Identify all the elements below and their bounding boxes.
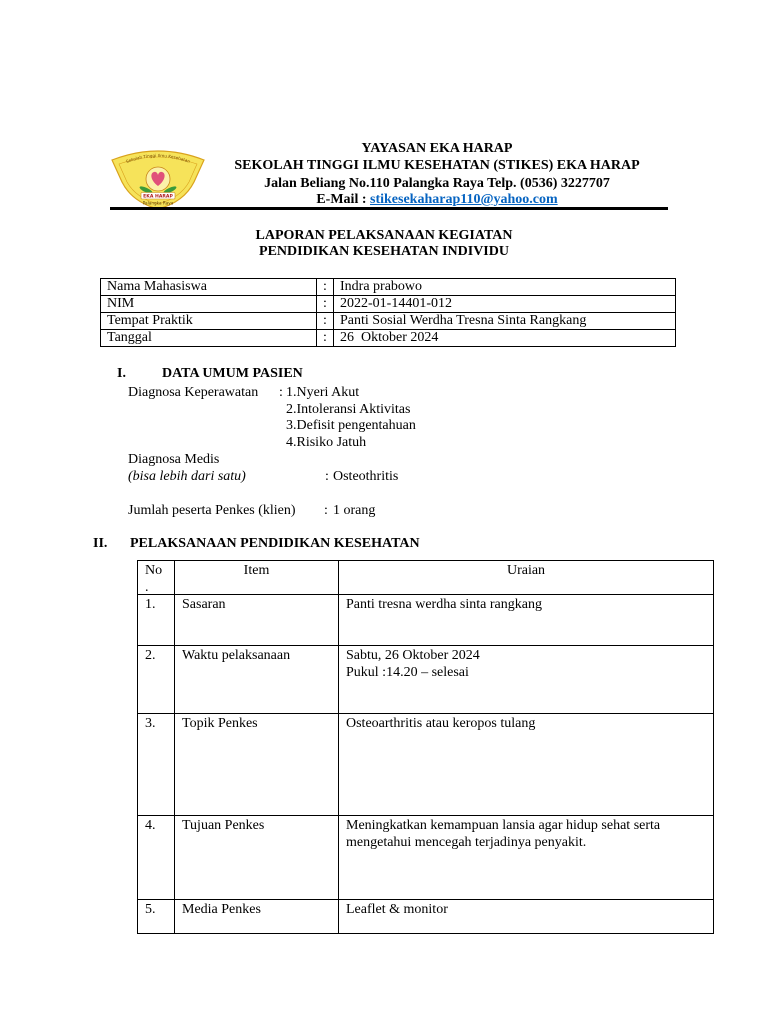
report-title-line2: PENDIDIKAN KESEHATAN INDIVIDU (259, 244, 509, 259)
institution-logo (110, 148, 206, 210)
info-label: Nama Mahasiswa (101, 279, 317, 296)
uraian-line: Panti tresna werdha sinta rangkang (346, 597, 542, 612)
row-item: Topik Penkes (175, 714, 339, 816)
row-number: 5. (138, 900, 175, 934)
email-link[interactable]: stikesekaharap110@yahoo.com (370, 192, 558, 207)
uraian-line: Meningkatkan kemampuan lansia agar hidup sehat serta (346, 818, 661, 833)
row-uraian (339, 816, 714, 900)
jumlah-peserta-value: 1 orang (333, 503, 376, 518)
diagnosa-medis-label: Diagnosa Medis (128, 452, 220, 467)
row-uraian (339, 646, 714, 714)
info-value: Panti Sosial Werdha Tresna Sinta Rangkang (334, 313, 676, 330)
section2-number: II. (93, 536, 108, 551)
uraian-line: Pukul :14.20 – selesai (346, 665, 469, 680)
section1-number: I. (117, 366, 126, 381)
institution-name: SEKOLAH TINGGI ILMU KESEHATAN (STIKES) EKA HARAP (234, 158, 640, 173)
jumlah-peserta-label: Jumlah peserta Penkes (klien) (128, 503, 296, 518)
diagnosa-keperawatan-item: 4.Risiko Jatuh (286, 435, 367, 450)
diagnosa-keperawatan-separator: : (279, 385, 283, 400)
jumlah-peserta-separator: : (324, 503, 328, 518)
letterhead-divider (110, 207, 668, 210)
row-uraian (339, 900, 714, 934)
uraian-line: mengetahui mencegah terjadinya penyakit. (346, 835, 587, 850)
info-label: NIM (101, 296, 317, 313)
info-value: Indra prabowo (334, 279, 676, 296)
row-uraian (339, 595, 714, 646)
diagnosa-keperawatan-item: 2.Intoleransi Aktivitas (286, 402, 411, 417)
row-number: 4. (138, 816, 175, 900)
logo-city-text: Palangka Raya (142, 200, 174, 206)
diagnosa-keperawatan-label: Diagnosa Keperawatan (128, 385, 259, 400)
email-label: E-Mail : (316, 192, 370, 207)
row-number: 1. (138, 595, 175, 646)
info-value: 2022-01-14401-012 (334, 296, 676, 313)
info-separator: : (317, 296, 334, 313)
column-header-item: Item (175, 561, 339, 595)
diagnosa-medis-value: Osteothritis (333, 469, 399, 484)
diagnosa-medis-note: (bisa lebih dari satu) (128, 469, 246, 484)
diagnosa-medis-separator: : (325, 469, 329, 484)
info-separator: : (317, 279, 334, 296)
section2-heading: PELAKSANAAN PENDIDIKAN KESEHATAN (130, 536, 420, 551)
row-number: 2. (138, 646, 175, 714)
column-header-no: No . (138, 561, 175, 595)
student-info-table (100, 278, 676, 347)
uraian-line: Osteoarthritis atau keropos tulang (346, 716, 536, 731)
row-item: Sasaran (175, 595, 339, 646)
uraian-line: Leaflet & monitor (346, 902, 448, 917)
diagnosa-keperawatan-item: 1.Nyeri Akut (286, 385, 360, 400)
activity-table (137, 560, 714, 934)
section1-heading: DATA UMUM PASIEN (162, 366, 303, 381)
email-line (207, 191, 667, 208)
foundation-name: YAYASAN EKA HARAP (361, 141, 513, 156)
uraian-line: Sabtu, 26 Oktober 2024 (346, 648, 480, 663)
row-item: Tujuan Penkes (175, 816, 339, 900)
report-title-line1: LAPORAN PELAKSANAAN KEGIATAN (255, 228, 513, 243)
info-label: Tanggal (101, 330, 317, 347)
diagnosa-keperawatan-item: 3.Defisit pengentahuan (286, 418, 416, 433)
info-separator: : (317, 330, 334, 347)
column-header-uraian: Uraian (339, 561, 714, 595)
info-label: Tempat Praktik (101, 313, 317, 330)
institution-address: Jalan Beliang No.110 Palangka Raya Telp. (0536) 3227707 (264, 176, 610, 191)
row-item: Media Penkes (175, 900, 339, 934)
row-uraian (339, 714, 714, 816)
row-item: Waktu pelaksanaan (175, 646, 339, 714)
logo-band-text: EKA HARAP (143, 194, 173, 200)
row-number: 3. (138, 714, 175, 816)
logo-arc-text: Sekolah Tinggi Ilmu Kesehatan (125, 152, 191, 165)
info-separator: : (317, 313, 334, 330)
info-value: 26 Oktober 2024 (334, 330, 676, 347)
